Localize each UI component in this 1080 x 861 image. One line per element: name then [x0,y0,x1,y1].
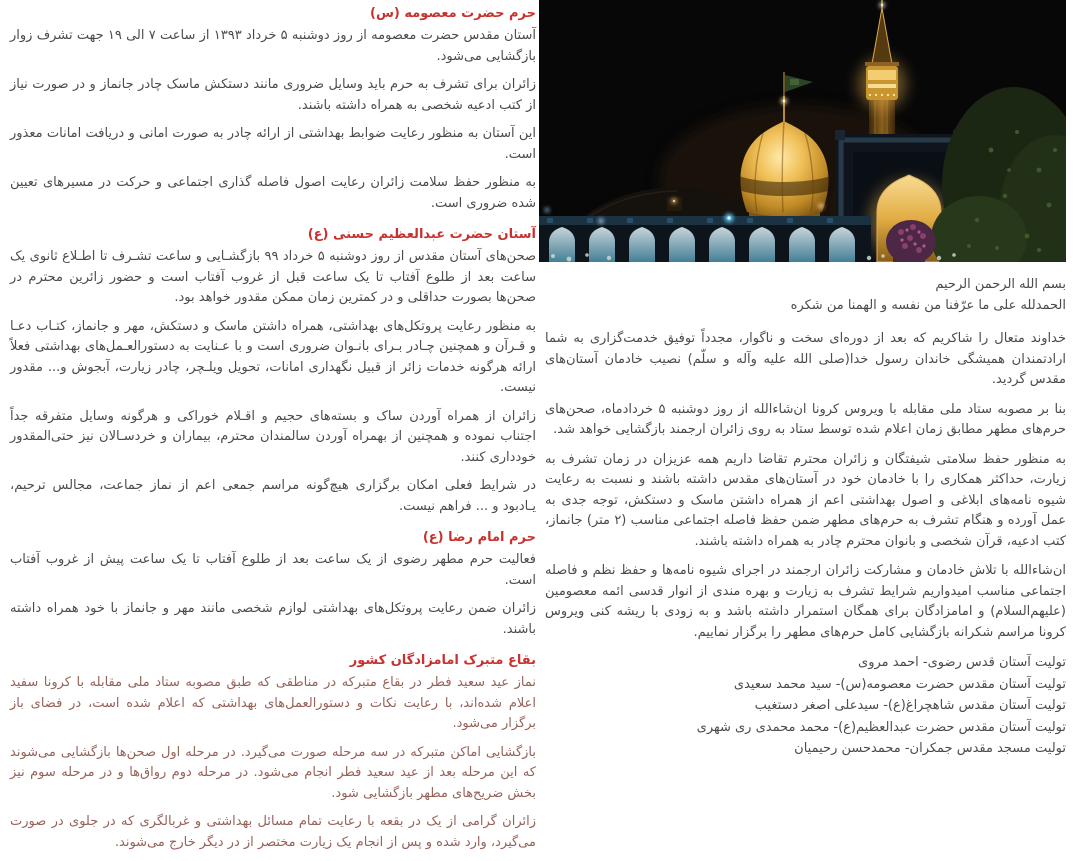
signature-line: تولیت آستان مقدس حضرت عبدالعظیم(ع)- محمد محمدی ری شهری [696,719,1066,735]
section-imamzadegan [10,651,536,853]
paragraph: به منظور رعایت پروتکل‌های بهداشتی، همراه داشتن ماسک و دستکش، مهر و جانماز، کتـاب دعـا و قـرآن و همچنین چـادر بـرای بانـوان ضروری است و با عـنایت به دستورالعـمل‌های بهداشتی فعلاً ارائه هرگونه خدمات زائر از قبیل نگهداری امانات، تحویل ویلـچر، چادر زیارت، آبجوش و... مقدور نیست. [10,318,536,395]
section-heading: حرم امام رضا (ع) [422,530,536,545]
paragraph: به منظور حفظ سلامت زائران رعایت اصول فاصله گذاری اجتماعی و حرکت در مسیرهای تعیین شده ضروری است. [10,175,536,211]
paragraph: بازگشایی اماکن متبرکه در سه مرحله صورت می‌گیرد. در مرحله اول صحن‌ها بازگشایی می‌شوند که این مرحله بعد از عید سعید فطر انجام می‌شود. در مرحله دوم رواق‌ها و در مرحله سوم نیز بخش ضریح‌های مطهر بازگشایی شود. [10,744,536,801]
shrine-photo [539,0,1066,262]
paragraph: خداوند متعال را شاکریم که بعد از دوره‌ای سخت و ناگوار، مجدداً توفیق خدمت‌گزاری به شما ارادتمندان همیشگی خاندان رسول خدا(صلی الله علیه وآله و سلّم) نصیب خادمان آستان‌های مقدس گردید. [545,331,1066,387]
paragraph: این آستان به منظور رعایت ضوابط بهداشتی از ارائه چادر به صورت امانی و دریافت امانات معذور است. [10,126,536,162]
signature-line: تولیت آستان مقدس حضرت معصومه(س)- سید محمد سعیدی [733,676,1066,692]
paragraph: صحن‌های آستان مقدس از روز دوشنبه ۵ خرداد ۹۹ بازگشـایی و ساعت تشـرف تا اطـلاع ثانوی یک ساعت بعد از طلوع آفتاب تا یک ساعت قبل از غروب آفتاب است و حضور زائرین محترم در صحن‌ها بصورت حداقلی و در کمترین زمان ممکن مقدور خواهد بود. [10,249,537,305]
paragraph: فعالیت حرم مطهر رضوی از یک ساعت بعد از طلوع آفتاب تا یک ساعت پیش از غروب آفتاب است. [10,552,536,588]
paragraph: ان‌شاءالله با تلاش خادمان و مشارکت زائران ارجمند در اجرای شیوه نامه‌ها و حفظ نظم و فاصله اجتماعی مناسب امیدواریم شرایط تشرف به زیارت و بهره مندی از انوار قدسی ائمه معصومین (علیهم‌السلام) و امامزادگان برای همگان استمرار داشته باشد و به زودی با ریشه کنی ویروس کرونا مراسم شکرانه بازگشایی کامل حرم‌های مطهر را برگزار نماییم. [545,563,1066,640]
paragraph: زائران از همراه آوردن ساک و بسته‌های حجیم و اقـلام خوراکی و هرگونه وسایل متفرقه جداً اجتناب نموده و همچنین از بهمراه آوردن سالمندان محترم، بیماران و خردسـالان نیز حتی‌المقدور خودداری کنند. [10,408,536,465]
paragraph: زائران ضمن رعایت پروتکل‌های بهداشتی لوازم شخصی مانند مهر و جانماز با خود همراه داشته باشند. [10,601,536,637]
signature-line: تولیت مسجد مقدس جمکران- محمدحسن رحیمیان [794,741,1066,756]
right-text-column [545,274,1066,760]
left-text-column [10,2,536,861]
signature-line: تولیت آستان قدس رضوی- احمد مروی [858,655,1066,670]
section-heading: بقاع متبرک امامزادگان کشور [349,653,536,668]
flower-bush [886,220,936,262]
shrine-night-scene [539,0,1066,262]
section-hazrat-masoumeh [10,4,536,214]
paragraph: زائران گرامی از یک در بقعه با رعایت تمام مسائل بهداشتی و غربالگری که در جلوی در صورت می‌گیرد، وارد شده و پس از انجام یک زیارت مختصر از در دیگر خارج می‌شوند. [10,814,536,850]
section-imam-reza [10,528,536,640]
bismillah-line: بسم الله الرحمن الرحیم [935,277,1066,292]
paragraph: در شرایط فعلی امکان برگزاری هیچ‌گونه مراسم جمعی اعم از نماز جماعت، مجالس ترحیم، یـادبود و ... فراهم نیست. [10,478,536,514]
paragraph: به منظور حفظ سلامتی شیفتگان و زائران محترم تقاضا داریم همه عزیزان در زمان تشرف به زیارت، حداکثر همکاری را با خادمان خود در آستان‌های مقدس داشته باشند و نسبت به رعایت شیوه نامه‌های ابلاغی و اصول بهداشتی اعم از همراه داشتن ماسک و دستکش، توجه جدی به عمل آورده و هنگام تشرف به حرم‌های مطهر ضمن حفظ فاصله اجتماعی مناسب (۲ متر) جانماز، کتب ادعیه، قرآن شخصی و بانوان محترم چادر به همراه داشته باشند. [545,451,1066,549]
paragraph: زائران برای تشرف به حرم باید وسایل ضروری مانند دستکش ماسک چادر جانماز و در صورت نیاز از کتب ادعیه شخصی به همراه داشته باشند. [10,77,536,113]
section-abdolazim [10,225,536,517]
bismillah-line: الحمدلله علی ما عرّفنا من نفسه و الهمنا من شکره [790,298,1066,313]
signatures-block [545,652,1066,760]
paragraph: آستان مقدس حضرت معصومه از روز دوشنبه ۵ خرداد ۱۳۹۳ از ساعت ۷ الی ۱۹ جهت تشرف زوار بازگشایی می‌شود. [10,28,536,64]
paragraph: بنا بر مصوبه ستاد ملی مقابله با ویروس کرونا ان‌شاءالله از روز دوشنبه ۵ خردادماه، صحن‌های حرم‌های مطهر مطابق زمان اعلام شده توسط ستاد به روی زائران ارجمند بازگشایی خواهد شد. [545,401,1066,437]
section-heading: آستان حضرت عبدالعظیم حسنی (ع) [307,227,536,242]
section-heading: حرم حضرت معصومه (س) [370,6,536,21]
paragraph: نماز عید سعید فطر در بقاع متبرکه در مناطقی که طبق مصوبه ستاد ملی مقابله با کرونا سفید اعلام شده‌اند، با رعایت نکات و دستورالعمل‌های بهداشتی که اعلام شده است، در فضای باز برگزار می‌شود. [10,675,536,731]
signature-line: تولیت آستان مقدس شاهچراغ(ع)- سیدعلی اصغر دستغیب [754,698,1066,713]
